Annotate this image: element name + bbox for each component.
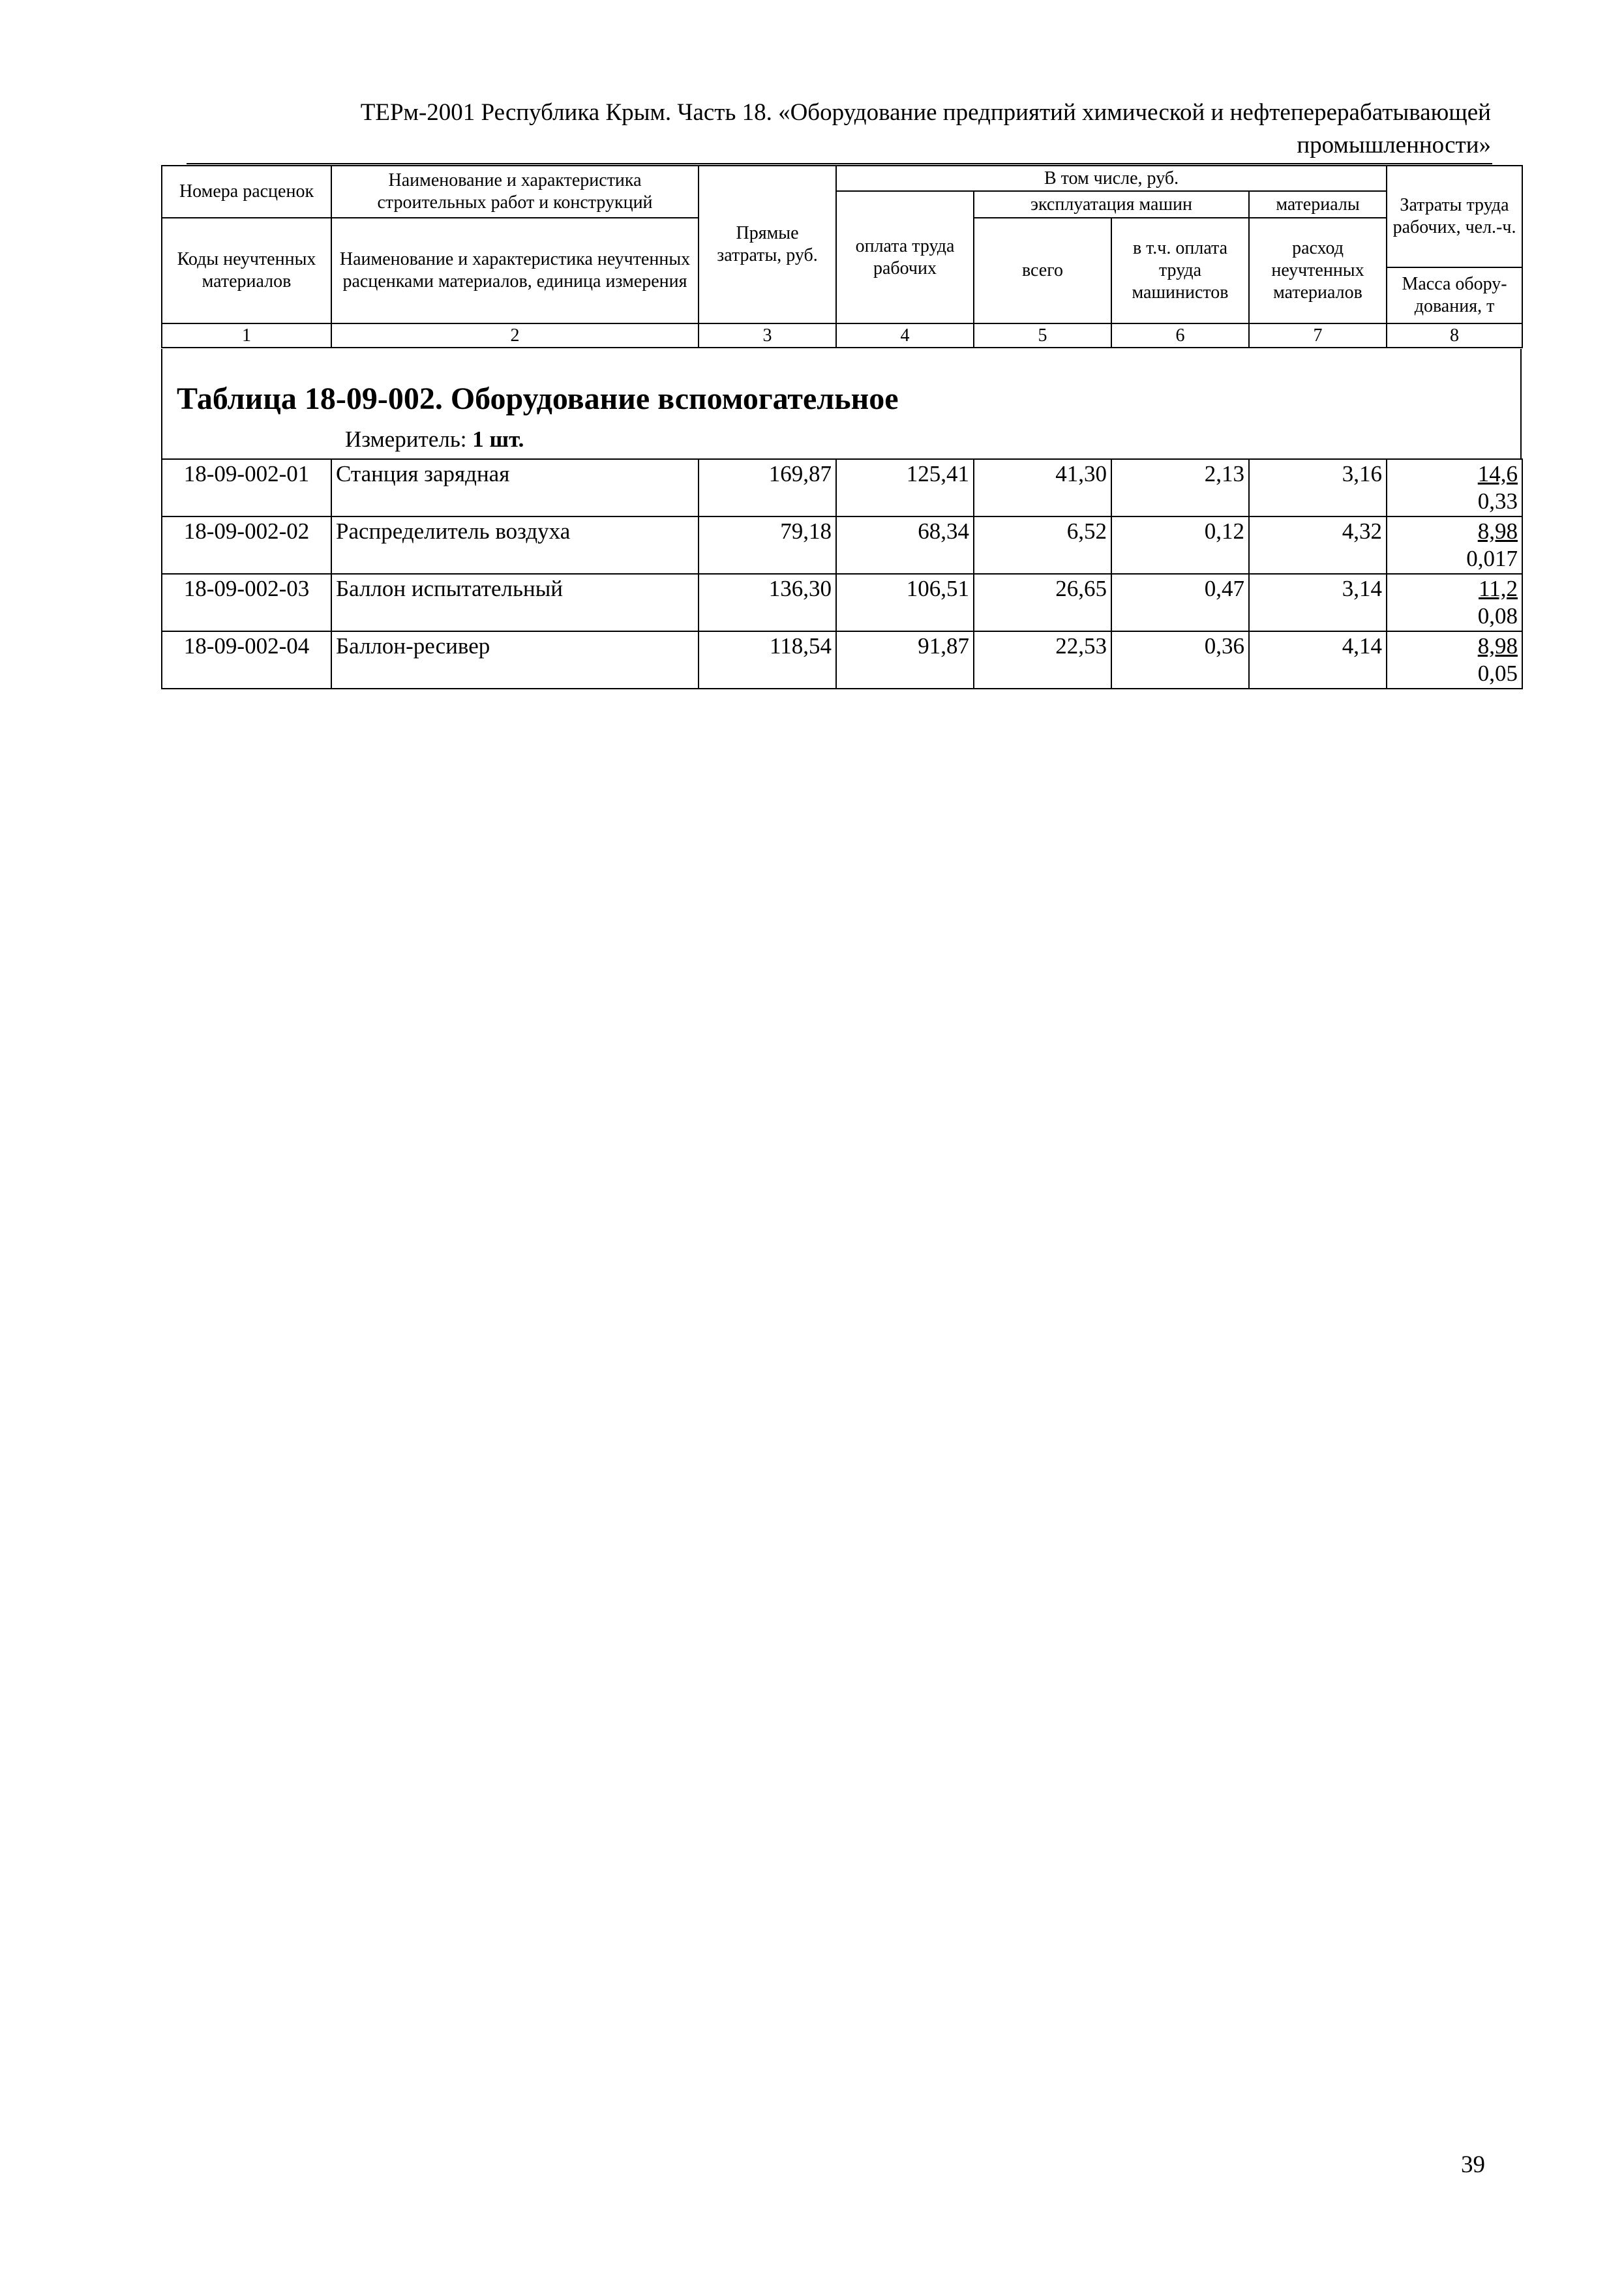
materials-cell: 4,14	[1249, 631, 1387, 689]
header-rate-numbers: Номера расценок	[162, 166, 331, 218]
rate-name-cell: Баллон-ресивер	[331, 631, 699, 689]
rate-code-cell: 18-09-002-03	[162, 574, 331, 631]
column-number-6: 6	[1111, 323, 1249, 348]
section-title: Таблица 18-09-002. Оборудование вспомогательное	[177, 382, 899, 416]
header-divider	[187, 163, 1492, 164]
table-row	[162, 459, 1522, 516]
direct-costs-cell: 79,18	[699, 516, 836, 574]
header-machinists-pay: в т.ч. оплата труда машинистов	[1111, 218, 1249, 323]
header-machines-total: всего	[974, 218, 1111, 323]
column-number-1: 1	[162, 323, 331, 348]
header-materials: материалы	[1249, 191, 1387, 218]
direct-costs-cell: 136,30	[699, 574, 836, 631]
rate-name-cell: Распределитель воздуха	[331, 516, 699, 574]
rate-code-cell: 18-09-002-02	[162, 516, 331, 574]
header-labor-costs: Затраты труда рабочих, чел.-ч.	[1387, 166, 1522, 267]
equipment-mass: 0,017	[1466, 546, 1518, 571]
labor-mass-cell	[1387, 631, 1522, 689]
rates-table	[161, 458, 1523, 689]
header-labor-pay: оплата труда рабочих	[836, 191, 974, 323]
header-including: В том числе, руб.	[836, 166, 1387, 191]
header-material-codes: Коды неучтенных материалов	[162, 218, 331, 323]
header-work-name: Наименование и характеристика строительных работ и конструкций	[331, 166, 699, 218]
labor-mass-cell	[1387, 574, 1522, 631]
machines-total-cell: 22,53	[974, 631, 1111, 689]
labor-mass-cell	[1387, 516, 1522, 574]
header-line-1: ТЕРм-2001 Республика Крым. Часть 18. «Оборудование предприятий химической и нефтеперерабатывающей	[360, 99, 1491, 126]
page-number: 39	[1461, 2151, 1485, 2178]
machines-total-cell: 6,52	[974, 516, 1111, 574]
header-machine-operation: эксплуатация машин	[974, 191, 1249, 218]
machinists-pay-cell: 0,12	[1111, 516, 1249, 574]
table-row	[162, 516, 1522, 574]
labor-mass-cell	[1387, 459, 1522, 516]
labor-pay-cell: 125,41	[836, 459, 974, 516]
column-number-2: 2	[331, 323, 699, 348]
table-row	[162, 631, 1522, 689]
table-section	[161, 349, 1522, 458]
machinists-pay-cell: 0,47	[1111, 574, 1249, 631]
labor-pay-cell: 106,51	[836, 574, 974, 631]
column-number-3: 3	[699, 323, 836, 348]
rate-code-cell: 18-09-002-01	[162, 459, 331, 516]
equipment-mass: 0,33	[1477, 488, 1518, 514]
labor-pay-cell: 68,34	[836, 516, 974, 574]
header-equipment-mass: Масса обору-дования, т	[1387, 267, 1522, 323]
rate-name-cell: Баллон испытательный	[331, 574, 699, 631]
section-unit	[345, 425, 524, 455]
column-number-5: 5	[974, 323, 1111, 348]
machinists-pay-cell: 2,13	[1111, 459, 1249, 516]
rate-name-cell: Станция зарядная	[331, 459, 699, 516]
labor-hours: 11,2	[1479, 576, 1518, 601]
equipment-mass: 0,08	[1477, 603, 1518, 629]
rate-code-cell: 18-09-002-04	[162, 631, 331, 689]
materials-cell: 3,14	[1249, 574, 1387, 631]
materials-cell: 3,16	[1249, 459, 1387, 516]
table-header	[161, 165, 1523, 348]
machines-total-cell: 41,30	[974, 459, 1111, 516]
labor-hours: 8,98	[1477, 518, 1518, 544]
direct-costs-cell: 118,54	[699, 631, 836, 689]
labor-hours: 8,98	[1477, 633, 1518, 659]
header-material-name: Наименование и характеристика неучтенных расценками материалов, единица измерения	[331, 218, 699, 323]
header-unaccounted-materials: расход неучтенных материалов	[1249, 218, 1387, 323]
machines-total-cell: 26,65	[974, 574, 1111, 631]
column-number-4: 4	[836, 323, 974, 348]
column-number-7: 7	[1249, 323, 1387, 348]
unit-value: 1 шт.	[472, 426, 524, 452]
document-header	[187, 97, 1491, 162]
header-line-2: промышленности»	[1297, 132, 1491, 158]
column-number-8: 8	[1387, 323, 1522, 348]
direct-costs-cell: 169,87	[699, 459, 836, 516]
equipment-mass: 0,05	[1477, 661, 1518, 686]
machinists-pay-cell: 0,36	[1111, 631, 1249, 689]
unit-label: Измеритель:	[345, 426, 467, 452]
labor-hours: 14,6	[1477, 461, 1518, 486]
header-direct-costs: Прямые затраты, руб.	[699, 166, 836, 323]
materials-cell: 4,32	[1249, 516, 1387, 574]
table-row	[162, 574, 1522, 631]
labor-pay-cell: 91,87	[836, 631, 974, 689]
